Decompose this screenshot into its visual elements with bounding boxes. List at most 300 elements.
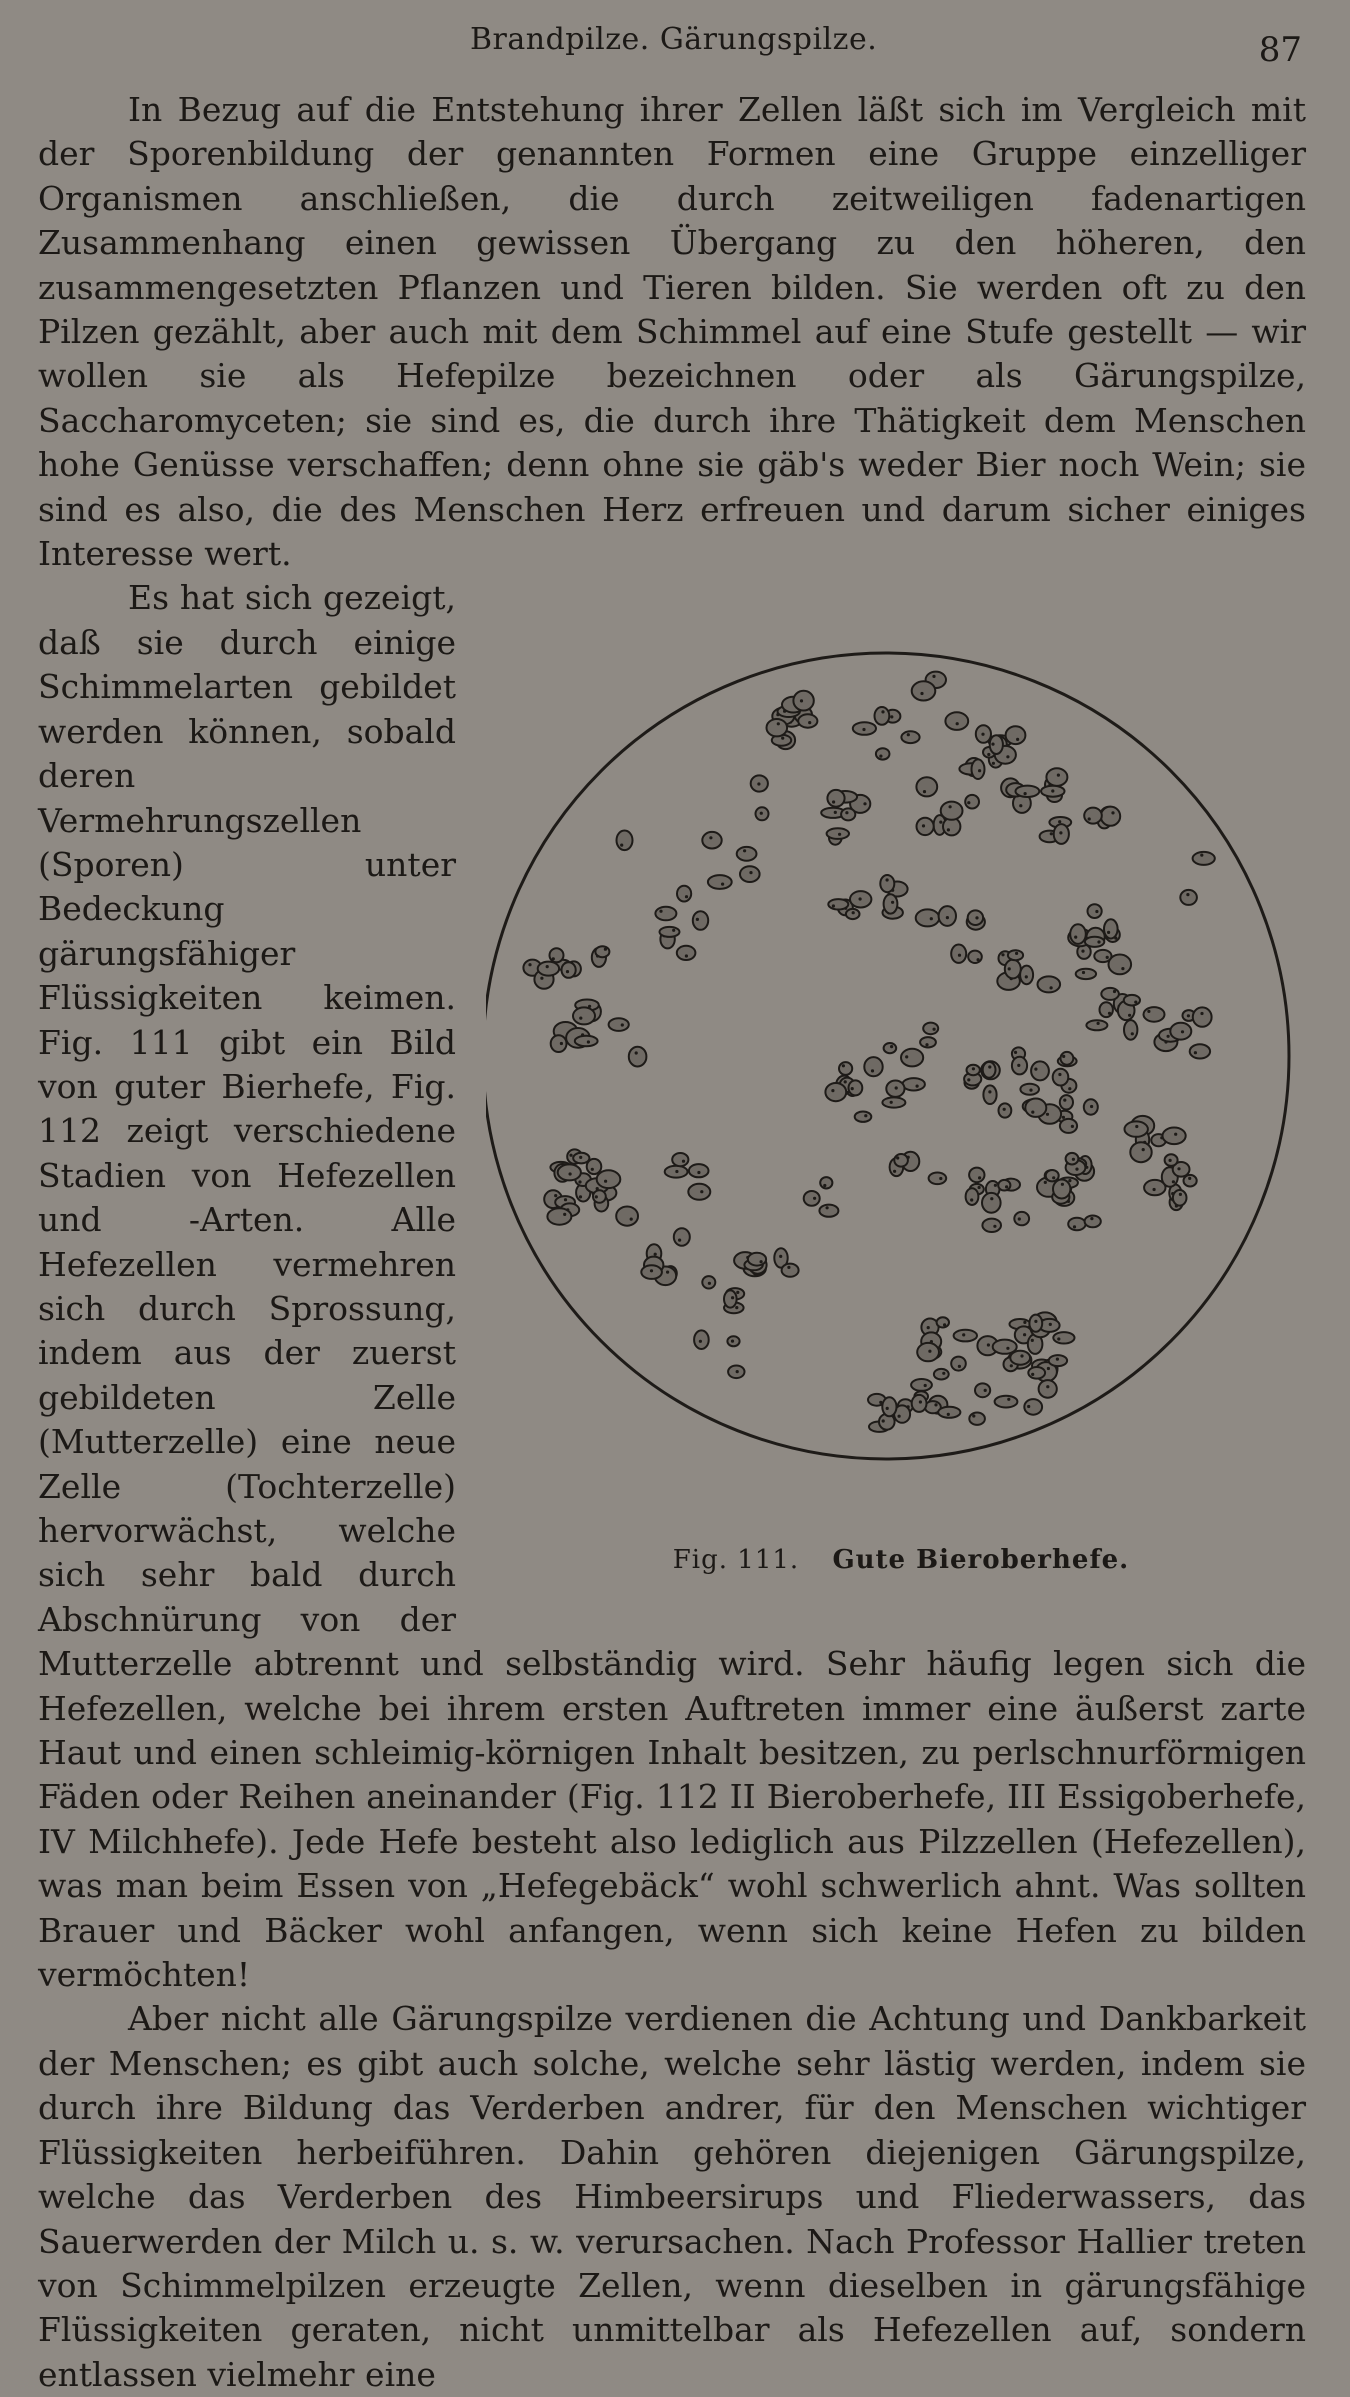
yeast-cell-nucleus xyxy=(886,1407,889,1410)
yeast-cell-nucleus xyxy=(800,700,803,703)
yeast-cell-nucleus xyxy=(920,692,923,695)
yeast-cell-nucleus xyxy=(569,1154,572,1157)
yeast-cell-nucleus xyxy=(832,905,835,908)
yeast-cell xyxy=(1144,1008,1165,1023)
yeast-cell xyxy=(1170,1023,1191,1040)
yeast-cell xyxy=(688,1184,710,1200)
yeast-cell xyxy=(884,1043,897,1053)
yeast-cell-nucleus xyxy=(579,1156,582,1159)
yeast-cell-nucleus xyxy=(922,825,925,828)
yeast-cell-nucleus xyxy=(932,675,935,678)
yeast-cell-nucleus xyxy=(1029,1089,1032,1092)
yeast-cell xyxy=(1163,1128,1186,1145)
yeast-cell xyxy=(1046,769,1067,787)
yeast-cell xyxy=(849,1081,863,1096)
yeast-cell-nucleus xyxy=(1005,1186,1008,1189)
yeast-cell-nucleus xyxy=(947,1413,950,1416)
yeast-cell xyxy=(1029,1315,1042,1332)
yeast-cell-nucleus xyxy=(994,1184,997,1187)
yeast-cell xyxy=(965,795,979,809)
yeast-cell-nucleus xyxy=(1018,1218,1021,1221)
yeast-cell xyxy=(911,1379,932,1391)
yeast-cell-nucleus xyxy=(579,1017,582,1020)
yeast-cell-nucleus xyxy=(736,1291,739,1294)
yeast-cell xyxy=(1193,1008,1212,1027)
yeast-cell-nucleus xyxy=(1062,1055,1065,1058)
yeast-cell-nucleus xyxy=(1031,1339,1034,1342)
yeast-cell-nucleus xyxy=(928,1350,931,1353)
yeast-cell-nucleus xyxy=(1015,952,1018,955)
yeast-cell-nucleus xyxy=(893,1170,896,1173)
yeast-cell-nucleus xyxy=(587,1041,590,1044)
yeast-cell-nucleus xyxy=(1058,1073,1061,1076)
yeast-cell-nucleus xyxy=(1006,1347,1009,1350)
yeast-cell-nucleus xyxy=(1016,738,1019,741)
yeast-cell xyxy=(923,1023,938,1035)
yeast-cell xyxy=(1070,925,1086,945)
yeast-cell xyxy=(702,832,721,849)
yeast-cell xyxy=(1101,988,1119,1000)
yeast-cell-nucleus xyxy=(696,918,699,921)
yeast-cell-nucleus xyxy=(992,762,995,765)
yeast-cell-nucleus xyxy=(838,833,841,836)
yeast-cell xyxy=(1130,1143,1151,1163)
yeast-cell-nucleus xyxy=(1181,1031,1184,1034)
yeast-cell-nucleus xyxy=(1051,790,1054,793)
yeast-cell-nucleus xyxy=(591,1168,594,1171)
yeast-cell xyxy=(951,1357,966,1371)
yeast-cell xyxy=(875,707,890,725)
yeast-cell xyxy=(708,876,732,890)
yeast-cell xyxy=(694,1331,709,1350)
yeast-cell-nucleus xyxy=(1008,968,1011,971)
yeast-cell xyxy=(1028,1367,1045,1379)
yeast-cell-nucleus xyxy=(823,1184,826,1187)
yeast-cell xyxy=(804,1191,820,1206)
figure-label: Fig. 111. xyxy=(672,1545,800,1576)
yeast-cell-nucleus xyxy=(977,959,980,962)
yeast-cell-nucleus xyxy=(924,1384,927,1387)
yeast-cell-nucleus xyxy=(1075,1168,1078,1171)
yeast-cell xyxy=(901,1049,923,1067)
yeast-cell-nucleus xyxy=(947,829,950,832)
yeast-cell-nucleus xyxy=(886,879,889,882)
yeast-cell-nucleus xyxy=(1059,832,1062,835)
yeast-cell xyxy=(597,1171,621,1189)
yeast-cell xyxy=(629,1047,647,1067)
yeast-cell xyxy=(1124,1021,1137,1041)
yeast-cell-nucleus xyxy=(958,954,961,957)
yeast-cell-nucleus xyxy=(630,1218,633,1221)
yeast-cell xyxy=(724,1291,737,1308)
yeast-cell-nucleus xyxy=(890,716,893,719)
yeast-cell-nucleus xyxy=(1135,1125,1138,1128)
yeast-cell-nucleus xyxy=(978,1177,981,1180)
yeast-cell-nucleus xyxy=(699,1340,702,1343)
yeast-cell-nucleus xyxy=(564,1199,567,1202)
yeast-cell-nucleus xyxy=(851,1087,854,1090)
yeast-cell xyxy=(1061,1052,1074,1065)
yeast-cell xyxy=(828,900,848,910)
yeast-cell-nucleus xyxy=(905,1056,908,1059)
yeast-cell-nucleus xyxy=(988,1066,991,1069)
yeast-cell xyxy=(798,715,817,728)
yeast-cell xyxy=(995,1396,1018,1408)
yeast-cell-nucleus xyxy=(743,850,746,853)
yeast-cell-nucleus xyxy=(700,1191,703,1194)
yeast-cell-nucleus xyxy=(859,898,862,901)
yeast-cell xyxy=(1039,1381,1057,1399)
yeast-cell-nucleus xyxy=(659,910,662,913)
yeast-cell-nucleus xyxy=(927,1326,930,1329)
yeast-cell-nucleus xyxy=(943,1324,946,1327)
yeast-cell-nucleus xyxy=(970,1199,973,1202)
yeast-cell xyxy=(1031,1062,1049,1081)
yeast-cell xyxy=(1173,1190,1187,1206)
yeast-cell xyxy=(1086,1021,1107,1031)
yeast-cell-nucleus xyxy=(1108,1012,1111,1015)
yeast-cell-nucleus xyxy=(942,1372,945,1375)
yeast-cell xyxy=(550,949,564,963)
yeast-cell-nucleus xyxy=(620,844,623,847)
yeast-cell xyxy=(1101,807,1120,826)
yeast-cell xyxy=(1046,1170,1059,1181)
yeast-cell-nucleus xyxy=(563,1213,566,1216)
yeast-cell xyxy=(827,790,844,807)
page-number: 87 xyxy=(1258,30,1302,70)
yeast-cell xyxy=(972,760,985,780)
yeast-cell xyxy=(1008,951,1023,961)
yeast-cell-nucleus xyxy=(1014,1051,1017,1054)
yeast-cell-nucleus xyxy=(1057,1338,1060,1341)
yeast-cell-nucleus xyxy=(881,711,884,714)
yeast-cell-nucleus xyxy=(845,812,848,815)
yeast-cell-nucleus xyxy=(787,1266,790,1269)
yeast-cell xyxy=(1053,1333,1074,1344)
yeast-cell-nucleus xyxy=(566,970,569,973)
yeast-cell xyxy=(975,1384,990,1398)
yeast-cell-nucleus xyxy=(1050,987,1053,990)
yeast-cell-nucleus xyxy=(1034,1068,1037,1071)
yeast-cell xyxy=(882,1098,905,1108)
yeast-cell xyxy=(1060,1119,1077,1133)
yeast-cell-nucleus xyxy=(1044,1181,1047,1184)
yeast-cell-nucleus xyxy=(1187,1015,1190,1018)
yeast-cell-nucleus xyxy=(560,1042,563,1045)
yeast-cell-nucleus xyxy=(554,1194,557,1197)
yeast-cell xyxy=(941,802,963,820)
yeast-cell xyxy=(767,719,788,736)
yeast-cell-nucleus xyxy=(1147,1010,1150,1013)
yeast-cell-nucleus xyxy=(1177,1168,1180,1171)
yeast-cell xyxy=(1094,950,1111,962)
yeast-cell xyxy=(938,1407,960,1418)
yeast-cell-nucleus xyxy=(879,755,882,758)
yeast-cell-nucleus xyxy=(882,1420,885,1423)
yeast-cell xyxy=(876,749,890,760)
yeast-cell xyxy=(912,1395,927,1412)
yeast-cell-nucleus xyxy=(832,801,835,804)
yeast-cell-nucleus xyxy=(1142,1148,1145,1151)
yeast-cell-nucleus xyxy=(967,1079,970,1082)
yeast-cell-nucleus xyxy=(844,1081,847,1084)
yeast-cell-nucleus xyxy=(958,1365,961,1368)
yeast-cell-nucleus xyxy=(895,1087,898,1090)
yeast-cell-nucleus xyxy=(682,1160,685,1163)
yeast-cell-nucleus xyxy=(779,1255,782,1258)
yeast-cell xyxy=(1180,890,1197,905)
yeast-cell xyxy=(793,691,813,711)
yeast-cell-nucleus xyxy=(946,916,949,919)
yeast-microscope-illustration xyxy=(486,586,1316,1526)
yeast-cell xyxy=(740,867,760,883)
figure-111 xyxy=(486,586,1316,1596)
paragraph-1: In Bezug auf die Entstehung ihrer Zellen läßt sich im Vergleich mit der Sporenbildung der genannten Formen eine Gruppe einzelliger Organismen anschließen, die durch zeitweiligen fadenartigen Zusammenhang einen gewissen Übergang zu den höheren, den zusammengesetzten Pflanzen und Tieren bilden. Sie werden oft zu den Pilzen gezählt, aber auch mit dem Schimmel auf eine Stufe gestellt — wir wollen sie als Hefepilze bezeichnen oder als Gärungspilze, Saccharomyceten; sie sind es, die durch ihre Thätigkeit dem Menschen hohe Genüsse verschaffen; denn ohne sie gäb's weder Bier noch Wein; sie sind es also, die des Menschen Herz erfreuen und darum sicher einiges Interesse wert. xyxy=(38,90,1306,574)
yeast-cell-nucleus xyxy=(1153,1188,1156,1191)
yeast-cell xyxy=(929,1173,947,1185)
yeast-cell xyxy=(880,875,894,892)
yeast-cell-nucleus xyxy=(1113,990,1116,993)
yeast-cell-nucleus xyxy=(1200,854,1203,857)
yeast-cell xyxy=(660,927,680,937)
figure-title: Gute Bieroberhefe. xyxy=(832,1545,1130,1576)
yeast-cell xyxy=(839,1063,852,1076)
yeast-cell xyxy=(916,778,937,797)
yeast-cell xyxy=(882,1398,896,1417)
yeast-cell xyxy=(917,818,934,835)
yeast-cell-nucleus xyxy=(1186,893,1189,896)
yeast-cell-nucleus xyxy=(1095,910,1098,913)
yeast-cell-nucleus xyxy=(978,770,981,773)
yeast-cell-nucleus xyxy=(1071,1125,1074,1128)
yeast-cell xyxy=(573,1008,595,1025)
yeast-cell-nucleus xyxy=(654,1253,657,1256)
yeast-cell-nucleus xyxy=(813,1197,816,1200)
yeast-cell-nucleus xyxy=(1023,1321,1026,1324)
yeast-cell-nucleus xyxy=(604,948,607,951)
yeast-cell-nucleus xyxy=(735,1306,738,1309)
yeast-cell-nucleus xyxy=(697,1171,700,1174)
yeast-cell-nucleus xyxy=(666,1271,669,1274)
page-header xyxy=(0,22,1350,82)
yeast-cell xyxy=(1104,920,1118,939)
yeast-cell-nucleus xyxy=(736,1370,739,1373)
yeast-cell-nucleus xyxy=(757,783,760,786)
yeast-cell-nucleus xyxy=(1111,812,1114,815)
yeast-cell-nucleus xyxy=(1073,1226,1076,1229)
yeast-cell xyxy=(894,1154,908,1167)
yeast-cell-nucleus xyxy=(923,790,926,793)
yeast-cell-nucleus xyxy=(1061,1183,1064,1186)
yeast-cell-nucleus xyxy=(552,958,555,961)
yeast-cell-nucleus xyxy=(919,1401,922,1404)
yeast-cell xyxy=(1060,1096,1073,1110)
yeast-cell xyxy=(1006,727,1026,745)
yeast-cell-nucleus xyxy=(777,723,780,726)
yeast-cell-nucleus xyxy=(949,806,952,809)
yeast-cell-nucleus xyxy=(898,1415,901,1418)
yeast-cell-nucleus xyxy=(972,1415,975,1418)
yeast-cell-nucleus xyxy=(1097,1022,1100,1025)
yeast-cell xyxy=(825,1083,846,1101)
yeast-cell-nucleus xyxy=(890,1101,893,1104)
yeast-cell xyxy=(1068,1218,1085,1231)
yeast-cell-nucleus xyxy=(987,1344,990,1347)
yeast-cell xyxy=(1084,808,1102,824)
yeast-cell-nucleus xyxy=(528,964,531,967)
yeast-cell-nucleus xyxy=(546,965,549,968)
yeast-cell-nucleus xyxy=(1068,1088,1071,1091)
yeast-cell-nucleus xyxy=(967,802,970,805)
yeast-cell xyxy=(689,1165,709,1178)
yeast-cell-nucleus xyxy=(1003,1108,1006,1111)
yeast-cell xyxy=(966,1189,979,1206)
yeast-cell-nucleus xyxy=(863,803,866,806)
yeast-cell xyxy=(917,1343,939,1361)
yeast-cell-nucleus xyxy=(1097,941,1100,944)
yeast-cell xyxy=(1016,786,1040,797)
yeast-cell xyxy=(951,945,966,963)
yeast-cell xyxy=(983,1062,996,1078)
yeast-cell-nucleus xyxy=(595,1196,598,1199)
yeast-cell-nucleus xyxy=(749,871,752,874)
yeast-cell-nucleus xyxy=(1024,792,1027,795)
yeast-cell xyxy=(841,809,855,821)
yeast-cell-nucleus xyxy=(930,918,933,921)
yeast-cell-nucleus xyxy=(891,901,894,904)
yeast-cell-nucleus xyxy=(831,1089,834,1092)
yeast-cell-nucleus xyxy=(1010,1365,1013,1368)
yeast-cell-nucleus xyxy=(1174,1133,1177,1136)
yeast-cell xyxy=(677,886,691,902)
yeast-cell xyxy=(595,947,609,958)
yeast-cell xyxy=(912,682,936,701)
yeast-cell xyxy=(1014,1212,1029,1225)
yeast-cell xyxy=(982,1219,1001,1232)
yeast-cell-nucleus xyxy=(864,1115,867,1118)
yeast-cell xyxy=(575,1036,598,1046)
yeast-cell xyxy=(968,911,983,926)
yeast-cell-nucleus xyxy=(685,896,688,899)
yeast-cell-nucleus xyxy=(540,977,543,980)
yeast-cell-nucleus xyxy=(721,883,724,886)
yeast-cell xyxy=(677,946,696,960)
yeast-cell xyxy=(937,1318,949,1328)
yeast-cell-nucleus xyxy=(678,1239,681,1242)
yeast-cell xyxy=(819,1205,838,1217)
yeast-cell-nucleus xyxy=(1128,1014,1131,1017)
yeast-cell-nucleus xyxy=(731,1340,734,1343)
yeast-cell-nucleus xyxy=(781,737,784,740)
yeast-cell-nucleus xyxy=(1107,931,1110,934)
yeast-cell xyxy=(617,831,633,851)
yeast-cell-nucleus xyxy=(933,1028,936,1031)
yeast-cell-nucleus xyxy=(826,1207,829,1210)
paragraph-2: Es hat sich gezeigt, daß sie durch einige Schimmelarten gebildet werden können, sobald deren Vermehrungszellen (Sporen) unter Bedeckung gärungsfähiger Flüssigkeiten keimen. Fig. 111 gibt ein Bild von guter Bierhefe, Fig. 112 zeigt verschiedene Stadien von Hefezellen und -Arten. Alle Hefezellen vermehren sich durch Sprossung, indem aus der zuerst gebildeten Zelle (Mutterzelle) eine neue Zelle (Tochterzelle) hervorwächst, welche sich sehr bald durch Abschnürung von der Mutterzelle abtrennt und selbständig wird. Sehr häufig legen sich die Hefezellen, welche bei ihrem ersten Auftreten immer eine äußerst zarte Haut und einen schleimig-körnigen Inhalt besitzen, zu perlschnurförmigen Fäden oder Reihen aneinander (Fig. 112 II Bieroberhefe, III Essigoberhefe, IV Milchhefe). Jede Hefe besteht also lediglich aus Pilzzellen (Hefezellen), was man beim Essen von „Hefegebäck“ wohl schwerlich ahnt. Was sollten Brauer und Bäcker wohl anfangen, wenn sich keine Hefen zu bilden vermöchten! xyxy=(38,578,1306,1995)
yeast-cell-nucleus xyxy=(1188,1177,1191,1180)
yeast-cell-nucleus xyxy=(579,1196,582,1199)
yeast-cell-nucleus xyxy=(1074,936,1077,939)
yeast-cell-nucleus xyxy=(1172,1181,1175,1184)
yeast-cell-nucleus xyxy=(981,733,984,736)
figure-caption xyxy=(486,1538,1316,1582)
yeast-cell xyxy=(1005,960,1021,979)
yeast-cell xyxy=(655,907,676,921)
yeast-cell-nucleus xyxy=(635,1052,638,1055)
yeast-cell xyxy=(916,910,940,927)
yeast-cell xyxy=(993,1340,1017,1354)
yeast-cell xyxy=(1053,1180,1070,1199)
yeast-cell-nucleus xyxy=(1082,971,1085,974)
yeast-cell-nucleus xyxy=(1179,1193,1182,1196)
yeast-cell-nucleus xyxy=(1194,1052,1197,1055)
yeast-cell xyxy=(1038,977,1061,993)
yeast-cell xyxy=(674,1229,690,1246)
yeast-cell-nucleus xyxy=(731,1297,734,1300)
yeast-cell-nucleus xyxy=(956,723,959,726)
yeast-cell-nucleus xyxy=(1046,1386,1049,1389)
yeast-cell xyxy=(616,1207,638,1226)
yeast-cell xyxy=(934,1369,949,1380)
yeast-cell-nucleus xyxy=(621,1024,624,1027)
paragraph-3: Aber nicht alle Gärungspilze verdienen die Achtung und Dankbarkeit der Menschen; es gibt auch solche, welche sehr lästig werden, indem sie durch ihre Bildung das Verderben andrer, für den Menschen wichtiger Flüssigkeiten herbeiführen. Dahin gehören diejenigen Gärungspilze, welche das Verderben des Himbeersirups und Fliederwassers, das Sauerwerden der Milch u. s. w. verursachen. Nach Professor Hallier treten von Schimmelpilzen erzeugte Zellen, wenn dieselben in gärungsfähige Flüssigkeiten geraten, nicht unmittelbar als Hefezellen auf, sondern entlassen vielmehr eine xyxy=(38,1999,1306,2394)
yeast-cell-nucleus xyxy=(685,955,688,958)
yeast-cell-nucleus xyxy=(1001,954,1004,957)
yeast-cell xyxy=(968,951,982,963)
yeast-cell-nucleus xyxy=(1106,956,1109,959)
yeast-cell-nucleus xyxy=(871,1070,874,1073)
yeast-cell xyxy=(820,1178,832,1189)
yeast-cell xyxy=(1100,1003,1113,1018)
yeast-cell xyxy=(901,732,919,744)
yeast-cell-nucleus xyxy=(1019,805,1022,808)
yeast-cell-nucleus xyxy=(978,1186,981,1189)
running-head: Brandpilze. Gärungspilze. xyxy=(470,22,878,57)
yeast-cell-nucleus xyxy=(1088,818,1091,821)
yeast-cell-nucleus xyxy=(1058,821,1061,824)
yeast-cell xyxy=(1088,905,1102,919)
yeast-cell-nucleus xyxy=(1056,1358,1059,1361)
yeast-cell-nucleus xyxy=(1006,756,1009,759)
yeast-cell xyxy=(969,1413,985,1425)
yeast-cell-nucleus xyxy=(962,1334,965,1337)
yeast-cell xyxy=(1193,852,1215,865)
yeast-cell xyxy=(855,1112,872,1122)
yeast-cell xyxy=(1024,1400,1042,1416)
yeast-cell-nucleus xyxy=(675,1170,678,1173)
yeast-cell-clusters xyxy=(523,672,1214,1432)
yeast-cell xyxy=(562,963,576,979)
yeast-cell-nucleus xyxy=(760,812,763,815)
yeast-cell-nucleus xyxy=(1034,1320,1037,1323)
yeast-cell-nucleus xyxy=(1062,1116,1065,1119)
yeast-cell xyxy=(1053,1069,1069,1086)
yeast-cell-nucleus xyxy=(990,1198,993,1201)
yeast-cell xyxy=(587,1159,602,1174)
yeast-cell-nucleus xyxy=(1031,1111,1034,1114)
yeast-cell xyxy=(1085,937,1104,947)
yeast-cell-nucleus xyxy=(934,1404,937,1407)
yeast-cell xyxy=(538,962,559,976)
yeast-cell-nucleus xyxy=(834,811,837,814)
yeast-cell-nucleus xyxy=(939,1177,942,1180)
yeast-cell-nucleus xyxy=(1072,1158,1075,1161)
yeast-cell-nucleus xyxy=(1046,1113,1049,1116)
yeast-cell xyxy=(1125,1122,1148,1137)
yeast-cell xyxy=(547,1209,571,1225)
yeast-cell xyxy=(1190,1045,1210,1059)
yeast-cell xyxy=(1020,966,1033,985)
